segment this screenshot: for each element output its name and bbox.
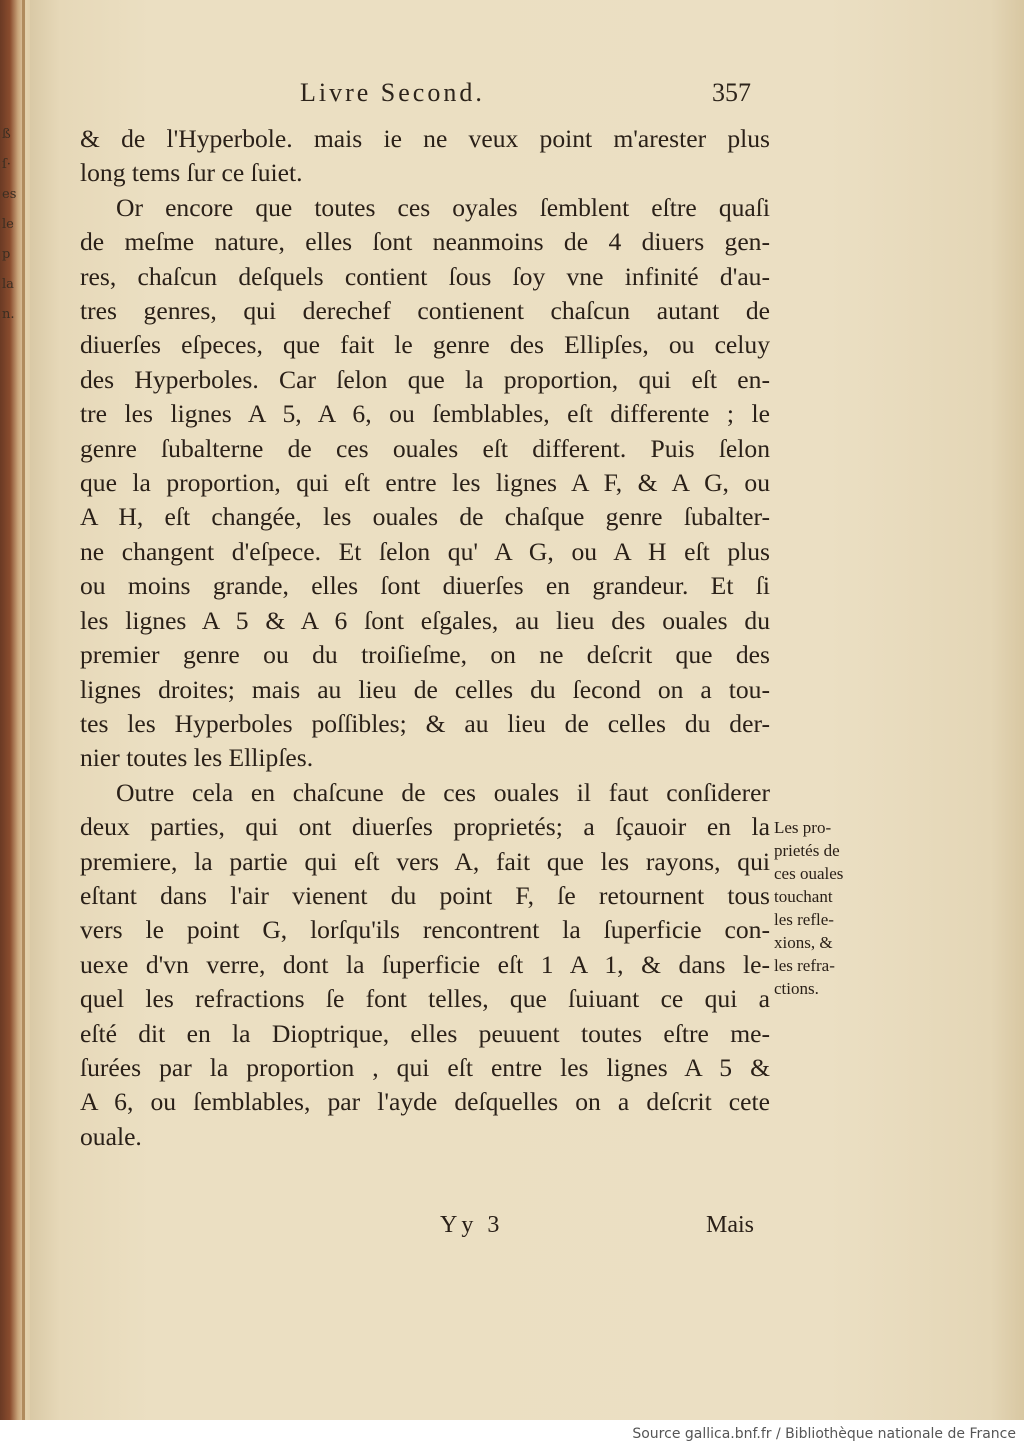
margin-note-line: prietés de: [774, 841, 840, 860]
text-line: genre ſubalterne de ces ouales eſt different. Puis ſelon: [80, 433, 770, 463]
body-text: [80, 122, 770, 1154]
text-line: tre les lignes A 5, A 6, ou ſemblables, eſt differente ; le: [80, 399, 770, 429]
catchword: Mais: [706, 1212, 754, 1238]
margin-note: [774, 816, 874, 1000]
margin-note-line: touchant: [774, 887, 833, 906]
text-line: long tems ſur ce ſuiet.: [80, 158, 303, 188]
left-mark: es: [2, 187, 17, 202]
text-line: Outre cela en chaſcune de ces ouales il faut conſiderer: [116, 777, 770, 807]
margin-note-line: Les pro-: [774, 818, 832, 837]
text-line: premiere, la partie qui eſt vers A, fait que les rayons, qui: [80, 846, 770, 876]
margin-note-line: les refra-: [774, 956, 835, 975]
text-line: vers le point G, lorſqu'ils rencontrent la ſuperficie con-: [80, 915, 770, 945]
text-line: & de l'Hyperbole. mais ie ne veux point m'arester plus: [80, 124, 770, 153]
left-mark: n.: [2, 307, 15, 322]
text-line: lignes droites; mais au lieu de celles du ſecond on a tou-: [80, 674, 770, 704]
text-line: res, chaſcun deſquels contient ſous ſoy vne infinité d'au-: [80, 261, 770, 291]
text-line: ouale.: [80, 1121, 142, 1151]
text-line: A H, eſt changée, les ouales de chaſque genre ſubalter-: [80, 502, 770, 532]
left-mark: ſ·: [2, 157, 11, 172]
left-mark: ß: [2, 127, 11, 142]
margin-note-line: xions, &: [774, 933, 833, 952]
margin-note-line: les refle-: [774, 910, 834, 929]
spine-edge: [22, 0, 25, 1420]
text-line: nier toutes les Ellipſes.: [80, 743, 314, 773]
source-credit: Source gallica.bnf.fr / Bibliothèque nationale de France: [632, 1426, 1016, 1442]
text-line: les lignes A 5 & A 6 ſont eſgales, au lieu des ouales du: [80, 605, 770, 635]
text-line: de meſme nature, elles ſont neanmoins de 4 diuers gen-: [80, 227, 770, 257]
margin-note-line: ces ouales: [774, 864, 844, 883]
text-line: des Hyperboles. Car ſelon que la proportion, qui eſt en-: [80, 364, 770, 394]
page-number: 357: [712, 78, 751, 107]
text-line: ne changent d'eſpece. Et ſelon qu' A G, ou A H eſt plus: [80, 536, 770, 566]
running-title: Livre Second.: [300, 78, 485, 107]
text-line: uexe d'vn verre, dont la ſuperficie eſt 1 A 1, & dans le-: [80, 949, 770, 979]
margin-note-line: ctions.: [774, 979, 819, 998]
text-line: eſtant dans l'air vienent du point F, ſe retournent tous: [80, 880, 770, 910]
text-line: premier genre ou du troiſieſme, on ne deſcrit que des: [80, 640, 770, 670]
text-line: Or encore que toutes ces oуales ſemblent eſtre quaſi: [116, 192, 770, 222]
text-line: tes les Hyperboles poſſibles; & au lieu de celles du der-: [80, 708, 770, 738]
text-line: tres genres, qui derechef contienent chaſcun autant de: [80, 296, 770, 326]
signature-mark: Yy 3: [440, 1212, 504, 1238]
text-line: ſurées par la proportion , qui eſt entre les lignes A 5 &: [80, 1052, 770, 1082]
text-line: ou moins grande, elles ſont diuerſes en grandeur. Et ſi: [80, 571, 770, 601]
text-line: A 6, ou ſemblables, par l'ayde deſquelles on a deſcrit cete: [80, 1087, 770, 1117]
text-line: diuerſes eſpeces, que fait le genre des Ellipſes, ou celuy: [80, 330, 770, 360]
text-line: deux parties, qui ont diuerſes proprietés; a ſçauoir en la: [80, 812, 770, 842]
text-line: que la proportion, qui eſt entre les lignes A F, & A G, ou: [80, 468, 770, 498]
left-mark: le: [2, 217, 14, 232]
left-margin-marks: [2, 120, 16, 330]
left-mark: la: [2, 277, 14, 292]
left-mark: p: [2, 247, 11, 262]
text-line: quel les refractions ſe font telles, que ſuiuant ce qui a: [80, 984, 770, 1014]
text-line: eſté dit en la Dioptrique, elles peuuent toutes eſtre me-: [80, 1018, 770, 1048]
source-bar: [0, 1420, 1024, 1451]
